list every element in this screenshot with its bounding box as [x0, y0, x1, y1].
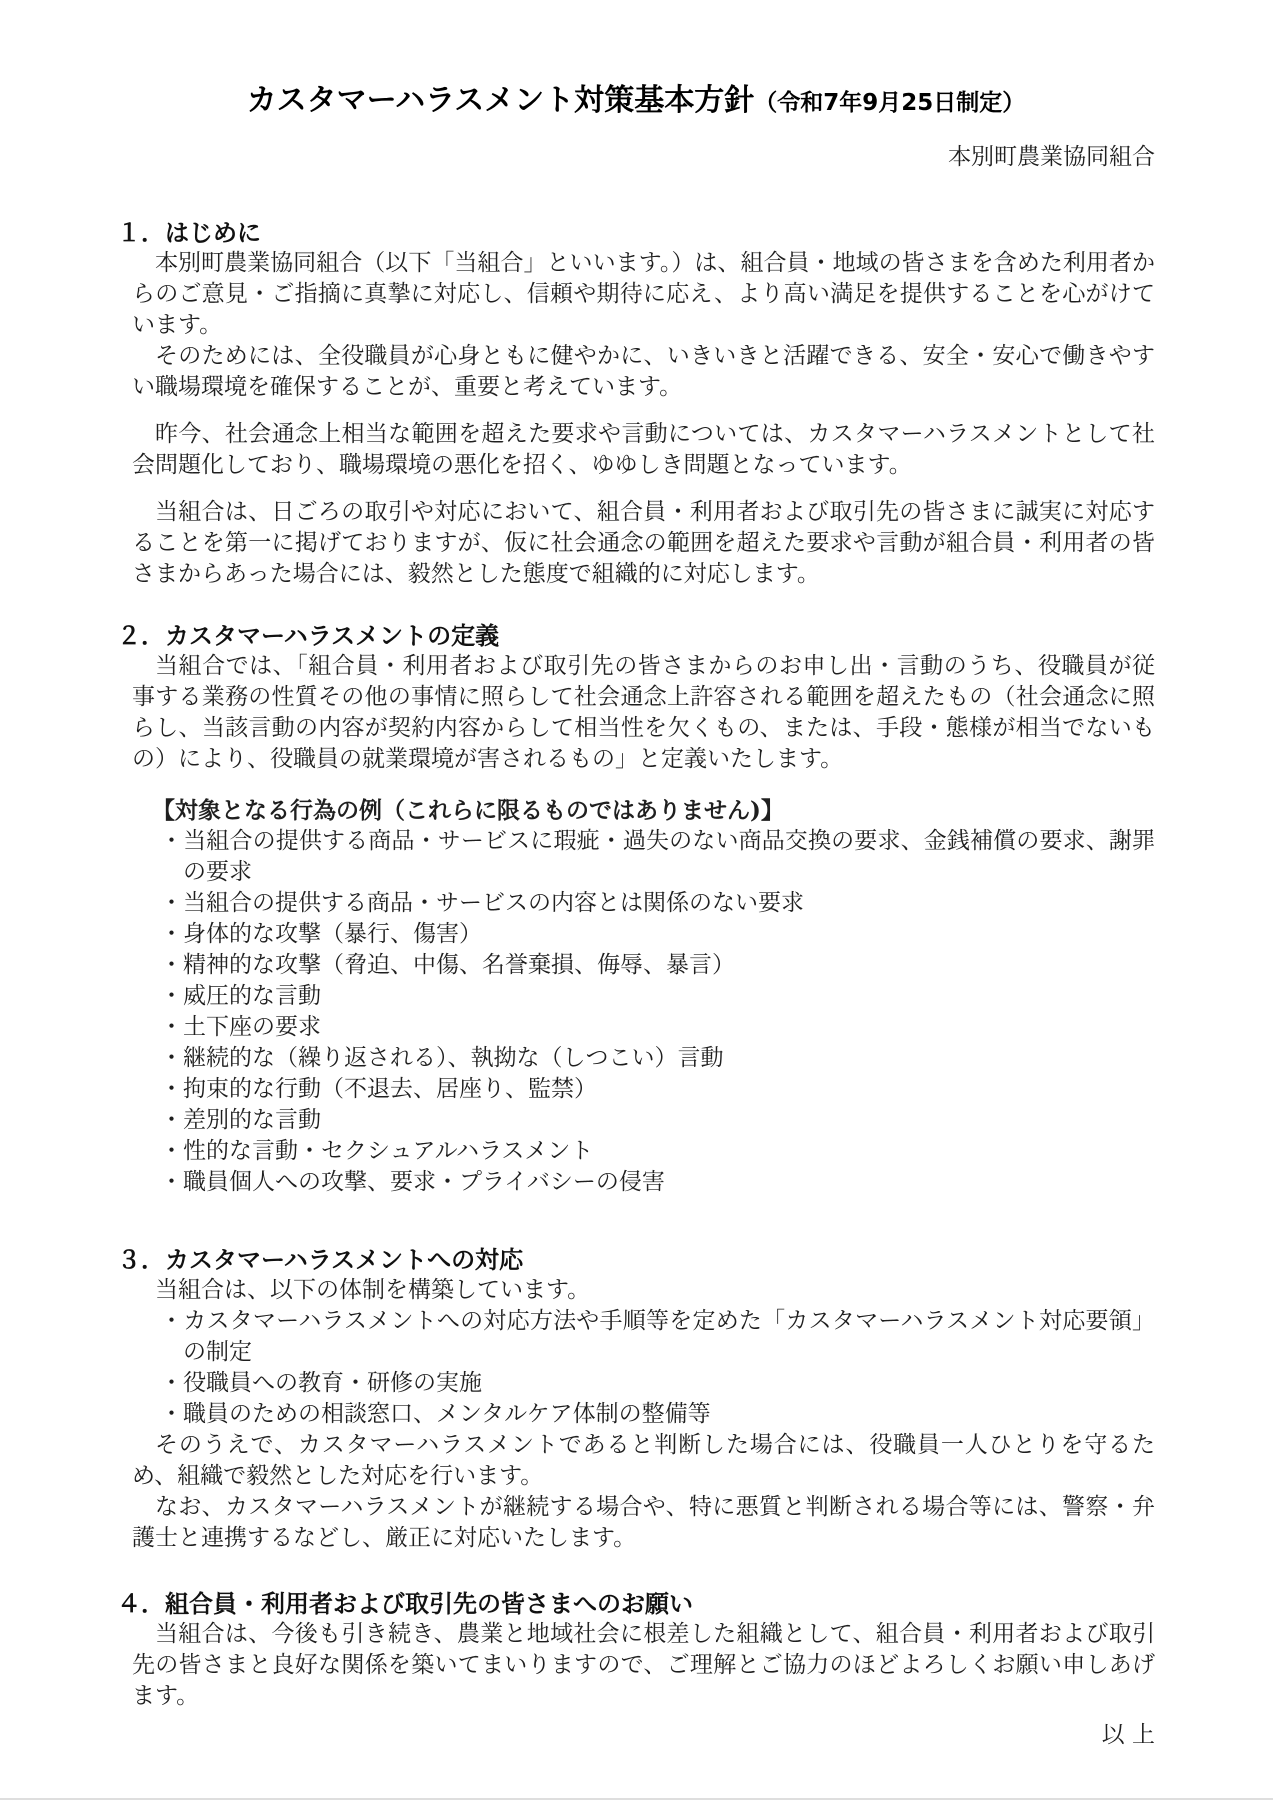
organization-name: 本別町農業協同組合 — [948, 144, 1155, 170]
measure-item: ・ 職員のための相談窓口、メンタルケア体制の整備等 — [117, 1399, 1155, 1430]
examples-header: 【対象となる行為の例（これらに限るものではありません)】 — [152, 797, 784, 824]
section-3-heading: ３．カスタマーハラスメントへの対応 — [117, 1245, 524, 1274]
section-3-paragraph: そのうえで、カスタマーハラスメントであると判断した場合には、役職員一人ひとりを守るため、組織で毅然とした対応を行います。 — [132, 1432, 1155, 1489]
example-item: ・ 精神的な攻撃（脅迫、中傷、名誉棄損、侮辱、暴言） — [117, 950, 1155, 981]
closing-mark: 以 上 — [1101, 1722, 1155, 1748]
example-item: ・ 威圧的な言動 — [117, 981, 1155, 1012]
example-item: ・ 当組合の提供する商品・サービスの内容とは関係のない要求 — [117, 888, 1155, 919]
example-item: ・ 性的な言動・セクシュアルハラスメント — [117, 1136, 1155, 1167]
example-item: ・ 差別的な言動 — [117, 1105, 1155, 1136]
example-item: ・ 継続的な（繰り返される）、執拗な（しつこい）言動 — [117, 1043, 1155, 1074]
example-item: ・ 職員個人への攻撃、要求・プライバシーの侵害 — [117, 1167, 1155, 1198]
section-3-intro: 当組合は、以下の体制を構築しています。 — [155, 1277, 591, 1303]
document-title-note: （令和7年9月25日制定） — [754, 90, 1026, 116]
examples-list — [117, 826, 1155, 1198]
example-item: ・ 身体的な攻撃（暴行、傷害） — [117, 919, 1155, 950]
section-4-paragraph: 当組合は、今後も引き続き、農業と地域社会に根差した組織として、組合員・利用者および取引先の皆さまと良好な関係を築いてまいりますので、ご理解とご協力のほどよろしくお願い申しあげます。 — [132, 1621, 1155, 1709]
example-item: ・ 土下座の要求 — [117, 1012, 1155, 1043]
measure-item: ・ カスタマーハラスメントへの対応方法や手順等を定めた「カスタマーハラスメント対応要領」の制定 — [117, 1306, 1155, 1368]
document-title: カスタマーハラスメント対策基本方針 — [246, 83, 755, 118]
section-1-paragraph: 本別町農業協同組合（以下「当組合」といいます。）は、組合員・地域の皆さまを含めた利用者からのご意見・ご指摘に真摯に対応し、信頼や期待に応え、より高い満足を提供することを心がけています。 — [132, 250, 1155, 338]
measure-item: ・ 役職員への教育・研修の実施 — [117, 1368, 1155, 1399]
example-item: ・ 当組合の提供する商品・サービスに瑕疵・過失のない商品交換の要求、金銭補償の要求、謝罪の要求 — [117, 826, 1155, 888]
section-1-paragraph: 当組合は、日ごろの取引や対応において、組合員・利用者および取引先の皆さまに誠実に対応することを第一に掲げておりますが、仮に社会通念の範囲を超えた要求や言動が組合員・利用者の皆さまからあった場合には、毅然とした態度で組織的に対応します。 — [132, 499, 1155, 587]
measures-list — [117, 1306, 1155, 1430]
section-1-heading: １．はじめに — [117, 218, 261, 247]
example-item: ・ 拘束的な行動（不退去、居座り、監禁） — [117, 1074, 1155, 1105]
section-1-paragraph: 昨今、社会通念上相当な範囲を超えた要求や言動については、カスタマーハラスメントとして社会問題化しており、職場環境の悪化を招く、ゆゆしき問題となっています。 — [132, 421, 1155, 478]
section-1-paragraph: そのためには、全役職員が心身ともに健やかに、いきいきと活躍できる、安全・安心で働きやすい職場環境を確保することが、重要と考えています。 — [132, 343, 1155, 400]
section-4-heading: ４．組合員・利用者および取引先の皆さまへのお願い — [117, 1589, 693, 1618]
section-2-heading: ２．カスタマーハラスメントの定義 — [117, 621, 500, 650]
section-2-paragraph: 当組合では、「組合員・利用者および取引先の皆さまからのお申し出・言動のうち、役職員が従事する業務の性質その他の事情に照らして社会通念上許容される範囲を超えたもの（社会通念に照らし、当該言動の内容が契約内容からして相当性を欠くもの、または、手段・態様が相当でないもの）により、役職員の就業環境が害されるもの」と定義いたします。 — [132, 653, 1155, 772]
document-title-line — [117, 84, 1155, 120]
section-3-paragraph: なお、カスタマーハラスメントが継続する場合や、特に悪質と判断される場合等には、警察・弁護士と連携するなどし、厳正に対応いたします。 — [132, 1494, 1155, 1551]
